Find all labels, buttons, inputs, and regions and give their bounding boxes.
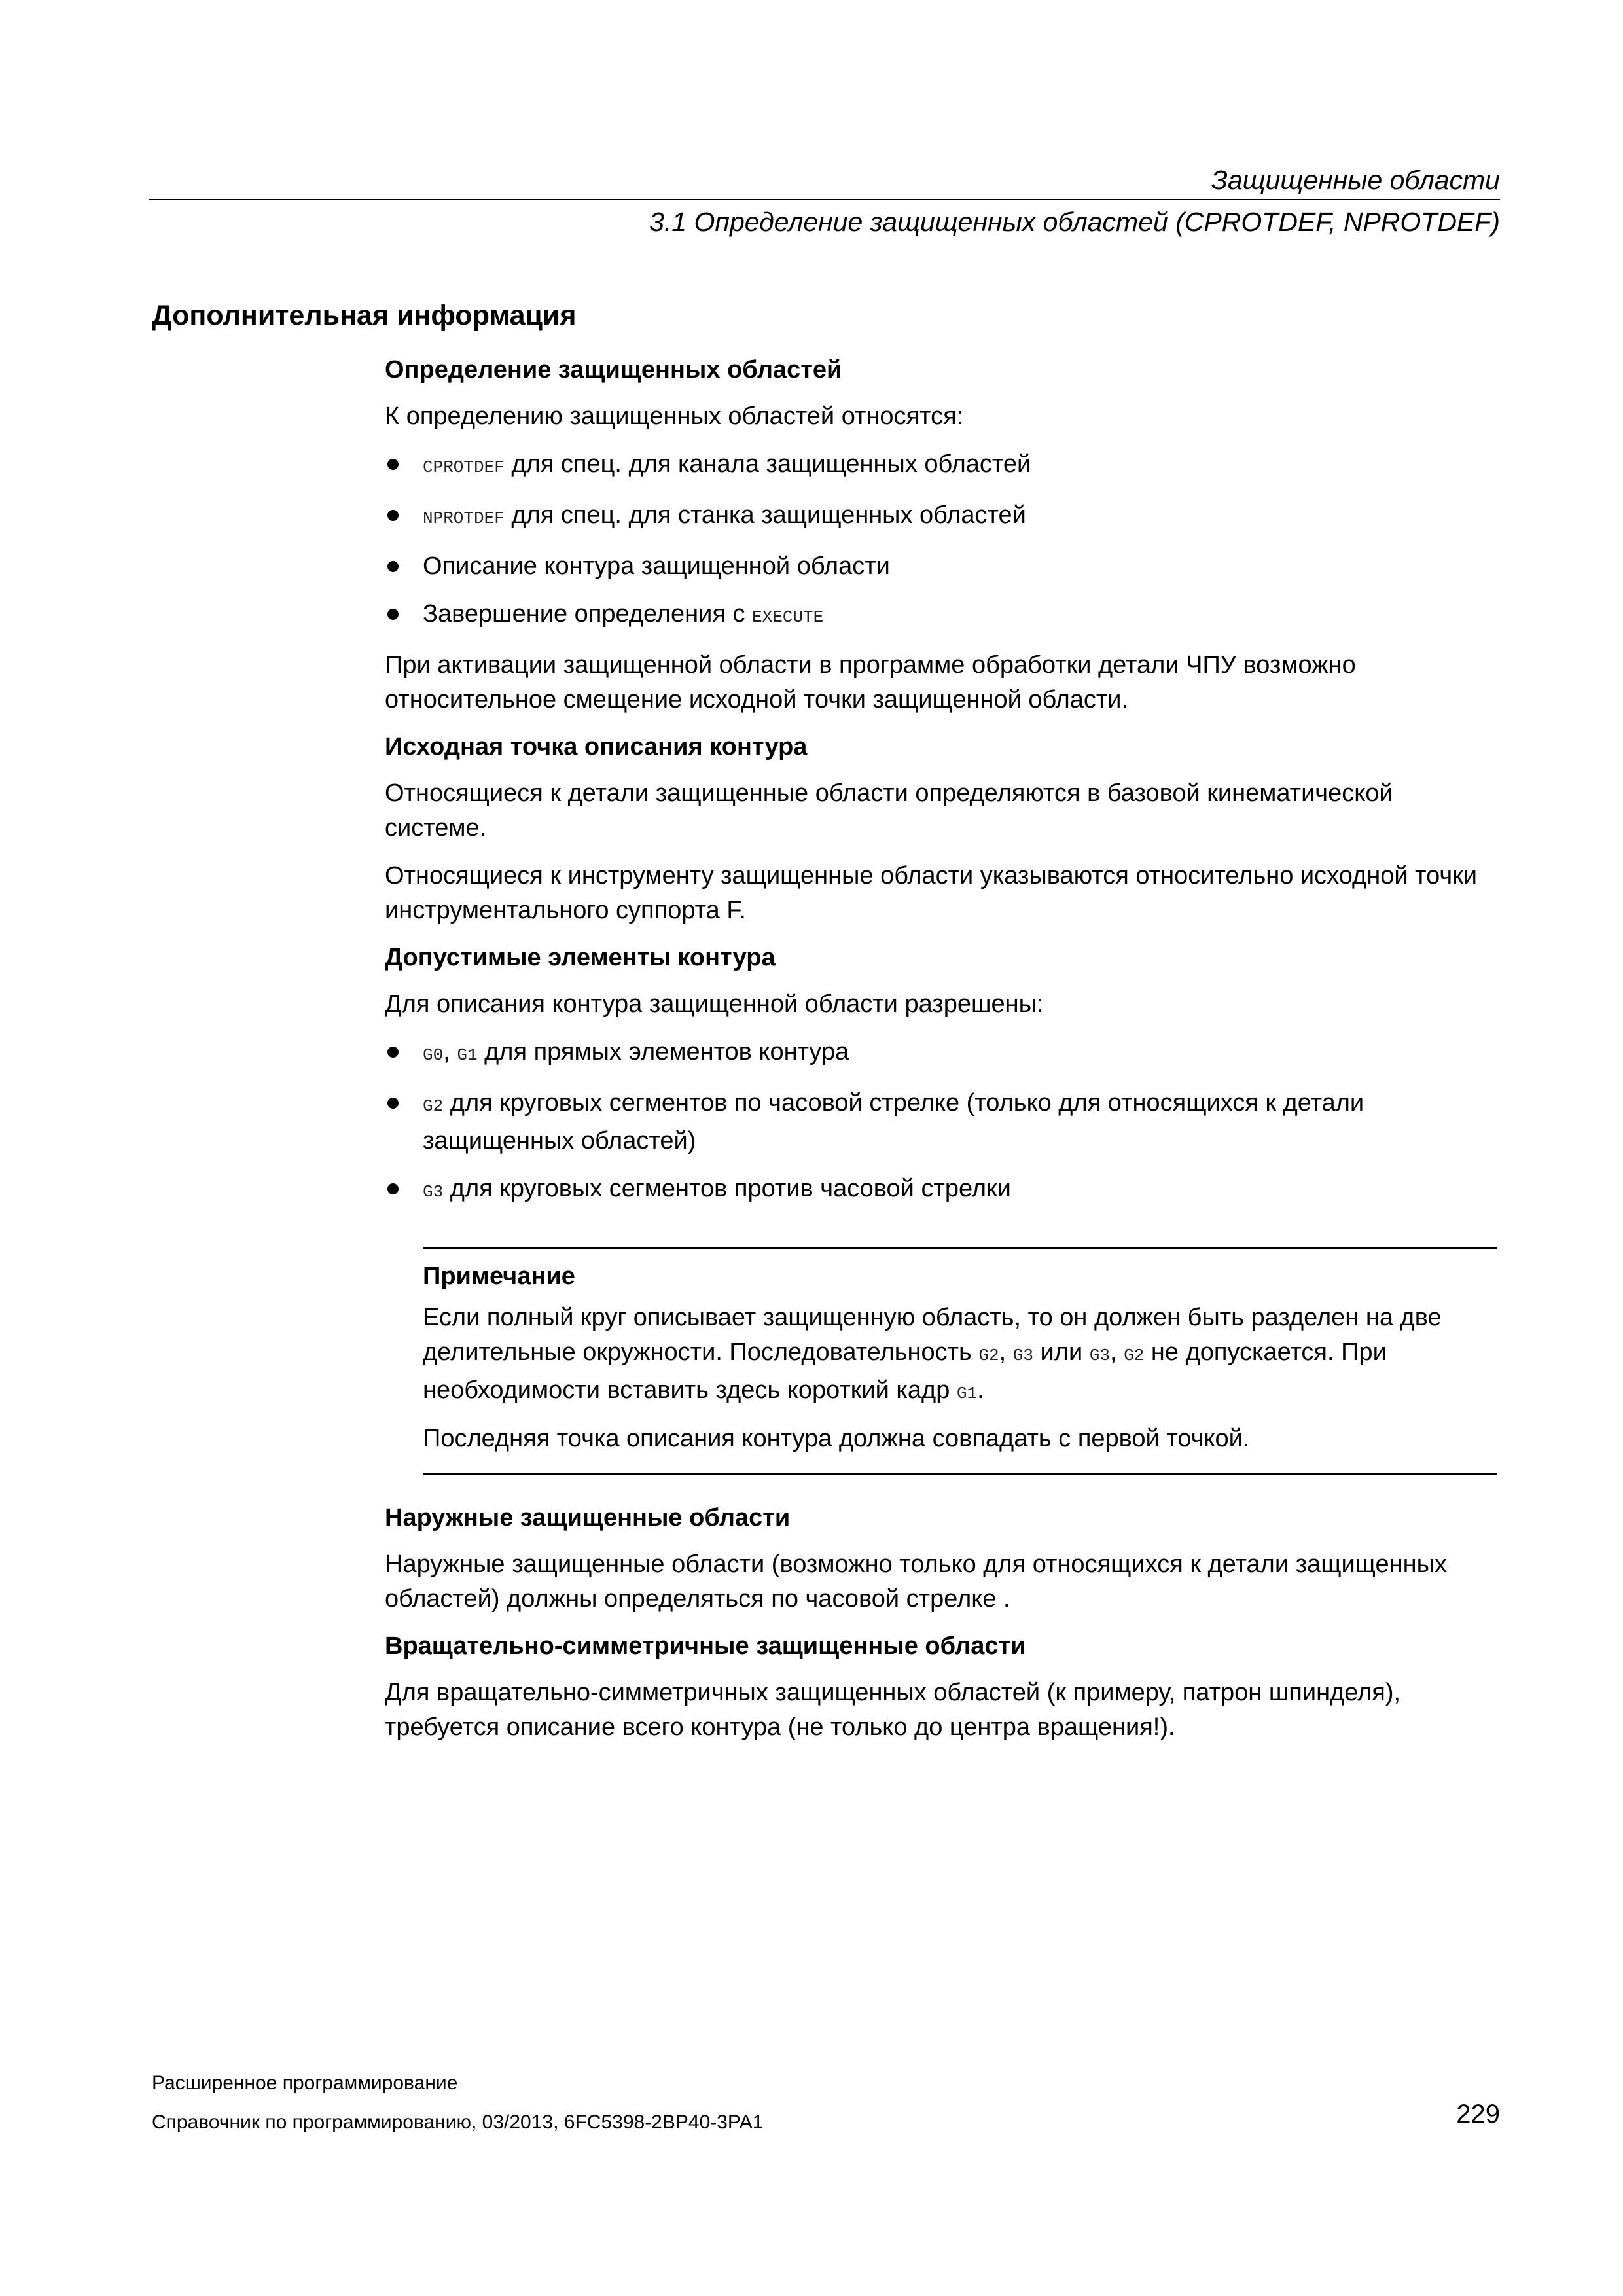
code-g1: G1 [956,1384,978,1403]
list-item-text: для прямых элементов контура [477,1038,849,1066]
page-number: 229 [1456,2100,1500,2128]
list-item [385,1172,1497,1210]
code-g1: G1 [457,1045,478,1065]
separator: , [443,1038,457,1066]
code-g3: G3 [1089,1346,1110,1365]
subheading-elements: Допустимые элементы контура [385,944,776,971]
footer-book-title: Расширенное программирование [152,2072,458,2094]
note-text: Если полный круг описывает защищенную область, то он должен быть разделен на две делительные окружности. Последовательность [423,1304,1442,1366]
paragraph-elements-intro: Для описания контура защищенной области разрешены: [385,990,1044,1018]
subheading-origin: Исходная точка описания контура [385,733,808,761]
body-content [385,353,1497,1758]
list-item [385,1035,1497,1073]
subheading-rotational: Вращательно-симметричные защищенные области [385,1632,1026,1660]
code-execute: EXECUTE [752,607,824,627]
list-item [385,549,1497,584]
list-item-text: для спец. для станка защищенных областей [504,501,1026,529]
list-item-text: для круговых сегментов против часовой стрелки [443,1175,1011,1202]
list-item-text: для круговых сегментов по часовой стрелке (только для относящихся к детали защищенных областей) [423,1089,1364,1155]
paragraph-outer: Наружные защищенные области (возможно только для относящихся к детали защищенных областей) должны определяться по часовой стрелке . [385,1551,1447,1613]
note-text: или [1033,1338,1090,1366]
code-g2: G2 [1124,1346,1145,1365]
note-text: не допускается. При необходимости вставить здесь короткий кадр [423,1338,1387,1404]
running-header-section: 3.1 Определение защищенных областей (CPROTDEF, NPROTDEF) [649,207,1500,237]
subheading-definition: Определение защищенных областей [385,356,842,384]
bullet-list-elements [385,1035,1497,1210]
footer-document-id: Справочник по программированию, 03/2013, 6FC5398-2BP40-3PA1 [152,2111,764,2133]
running-header-chapter: Защищенные области [1211,165,1500,195]
code-g2: G2 [423,1096,444,1116]
code-g3: G3 [423,1182,444,1202]
list-item [385,498,1497,536]
note-paragraph-circle [423,1300,1497,1411]
code-g0: G0 [423,1045,444,1065]
note-box [423,1247,1497,1475]
list-item [385,597,1497,635]
code-g2: G2 [978,1346,999,1365]
separator: , [999,1338,1013,1366]
paragraph-origin-workpiece: Относящиеся к детали защищенные области определяются в базовой кинематической системе. [385,780,1393,842]
paragraph-origin-tool: Относящиеся к инструменту защищенные области указываются относительно исходной точки инструментального суппорта F. [385,862,1478,924]
bullet-list-definition [385,447,1497,635]
header-rule [149,199,1500,200]
code-nprotdef: NPROTDEF [423,509,505,528]
separator: , [1109,1338,1124,1366]
paragraph-definition-intro: К определению защищенных областей относятся: [385,403,964,430]
code-g3: G3 [1012,1346,1033,1365]
note-text: . [977,1376,984,1404]
paragraph-rotational: Для вращательно-симметричных защищенных областей (к примеру, патрон шпинделя), требуется описание всего контура (не только до центра вращения!). [385,1679,1401,1741]
list-item-text: Завершение определения с [423,600,753,628]
code-cprotdef: CPROTDEF [423,457,505,477]
list-item [385,447,1497,485]
note-title: Примечание [423,1263,575,1290]
list-item-text: Описание контура защищенной области [423,552,890,580]
list-item-text: для спец. для канала защищенных областей [504,450,1031,478]
subheading-outer: Наружные защищенные области [385,1504,791,1532]
section-heading: Дополнительная информация [152,300,577,331]
note-paragraph-endpoint: Последняя точка описания контура должна совпадать с первой точкой. [423,1425,1250,1452]
paragraph-activation: При активации защищенной области в программе обработки детали ЧПУ возможно относительное смещение исходной точки защищенной области. [385,651,1356,713]
list-item [385,1086,1497,1158]
